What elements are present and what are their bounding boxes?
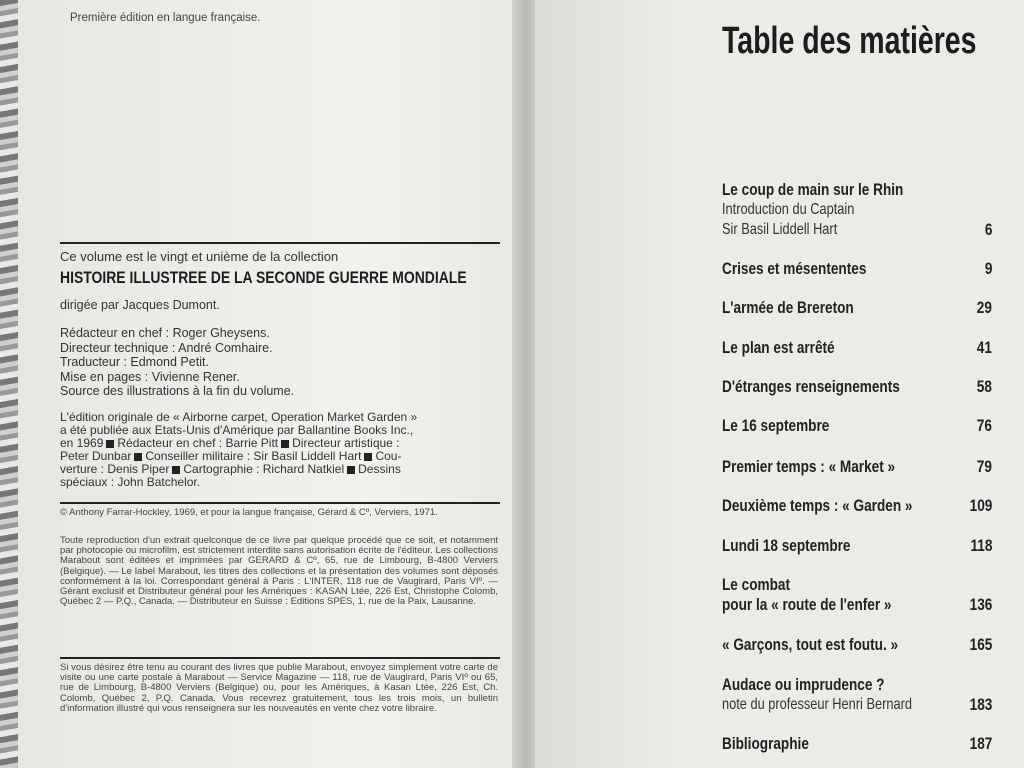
toc-entry: L'armée de Brereton 29 bbox=[722, 298, 992, 317]
directed-by: dirigée par Jacques Dumont. bbox=[60, 298, 220, 312]
toc-page-number: 6 bbox=[984, 220, 992, 239]
divider-middle bbox=[60, 502, 500, 504]
toc-entry: Le coup de main sur le Rhin Introduction du Captain Sir Basil Liddell Hart 6 bbox=[722, 180, 992, 239]
toc-entry: Le plan est arrêté 41 bbox=[722, 338, 992, 357]
copyright-notice: © Anthony Farrar-Hockley, 1969, et pour la langue française, Gérard & Cº, Verviers, 1971. bbox=[60, 507, 438, 518]
toc-entry: Lundi 18 septembre 118 bbox=[722, 536, 992, 555]
toc-page-number: 41 bbox=[976, 338, 992, 357]
toc-page-number: 76 bbox=[976, 416, 992, 435]
credit-line: Traducteur : Edmond Petit. bbox=[60, 355, 209, 369]
square-bullet-icon bbox=[134, 453, 142, 461]
toc-page-number: 109 bbox=[969, 496, 992, 515]
toc-entry: Deuxième temps : « Garden » 109 bbox=[722, 496, 992, 515]
toc-page-number: 9 bbox=[984, 259, 992, 278]
toc-page-number: 187 bbox=[969, 734, 992, 753]
collection-title: HISTOIRE ILLUSTREE DE LA SECONDE GUERRE MONDIALE bbox=[60, 268, 467, 287]
toc-entry: D'étranges renseignements 58 bbox=[722, 377, 992, 396]
toc-entry: Bibliographie 187 bbox=[722, 734, 992, 753]
original-edition-paragraph: L'édition originale de « Airborne carpet, Operation Market Garden » a été publiée aux Etats-Unis d'Amérique par Ballantine Books Inc., en 1969 Rédacteur en chef : Barrie Pitt Directeur artistique : Peter Dunbar Conseiller militaire : Sir Basil Liddell Hart Cou- verture : Denis Piper Cartographie : Richard Natkiel Dessins spéciaux : John Batchelor. bbox=[60, 410, 418, 489]
toc-entry: Audace ou imprudence ? note du professeur Henri Bernard 183 bbox=[722, 675, 992, 714]
toc-page-number: 183 bbox=[969, 695, 992, 714]
credit-line: Source des illustrations à la fin du volume. bbox=[60, 384, 295, 398]
toc-entry: Crises et mésententes 9 bbox=[722, 259, 992, 278]
credit-line: Rédacteur en chef : Roger Gheysens. bbox=[60, 326, 270, 340]
toc-entry: Le combat pour la « route de l'enfer » 136 bbox=[722, 575, 992, 614]
square-bullet-icon bbox=[106, 440, 114, 448]
square-bullet-icon bbox=[364, 453, 372, 461]
toc-title: Table des matières bbox=[722, 20, 977, 62]
toc-page-number: 165 bbox=[969, 635, 992, 654]
square-bullet-icon bbox=[172, 466, 180, 474]
credit-line: Mise en pages : Vivienne Rener. bbox=[60, 369, 240, 384]
toc-entry: Premier temps : « Market » 79 bbox=[722, 457, 992, 476]
divider-bottom bbox=[60, 657, 500, 659]
collection-intro: Ce volume est le vingt et unième de la collection bbox=[60, 249, 339, 264]
edition-note: Première édition en langue française. bbox=[70, 12, 261, 24]
toc-page-number: 118 bbox=[970, 536, 992, 555]
credits-list bbox=[60, 326, 500, 399]
square-bullet-icon bbox=[347, 466, 355, 474]
toc-page-number: 58 bbox=[976, 377, 992, 396]
toc-page-number: 136 bbox=[969, 595, 992, 614]
square-bullet-icon bbox=[281, 440, 289, 448]
toc-entry: « Garçons, tout est foutu. » 165 bbox=[722, 635, 992, 654]
service-magazine-note: Si vous désirez être tenu au courant des livres que publie Marabout, envoyez simplement votre carte de visite ou une carte postale à Marabout — Service Magazine — 118, rue de Vaugirard, Paris VIº ou 65, rue de Limbourg, B-4800 Verviers (Belgique) ou, pour les Amériques, à Kasan Ltée, 226 Est, Ch. Colomb, Québec 2, P.Q. Canada. Vous recevrez gratuitement, tous les trois mois, un bulletin d'information illustré qui vous renseignera sur les nouveautés en vente chez votre libraire. bbox=[60, 662, 498, 714]
toc-page-number: 79 bbox=[976, 457, 992, 476]
credit-line: Directeur technique : André Comhaire. bbox=[60, 340, 273, 355]
divider-top bbox=[60, 242, 500, 244]
legal-notice: Toute reproduction d'un extrait quelconque de ce livre par quelque procédé que ce soit, et notamment par photocopie ou microfilm, est strictement interdite sans autorisation écrite de l'éditeur. Les collections Marabout sont éditées et imprimées par GERARD & Cº, 65, rue de Limbourg, B-4800 Verviers (Belgique). — Le label Marabout, les titres des collections et la présentation des volumes sont déposés conformément à la loi. Correspondant général à Paris : L'INTER, 118 rue de Vaugirard, Paris VIº. — Gérant exclusif et Distributeur général pour les Amériques : KASAN Ltée, 226 Est, Christophe Colomb, Québec 2 — P.Q., Canada. — Distributeur en Suisse : Editions SPES, 1, rue de la Paix, Lausanne. bbox=[60, 535, 498, 608]
toc-entry: Le 16 septembre 76 bbox=[722, 416, 992, 435]
toc-page-number: 29 bbox=[976, 298, 992, 317]
